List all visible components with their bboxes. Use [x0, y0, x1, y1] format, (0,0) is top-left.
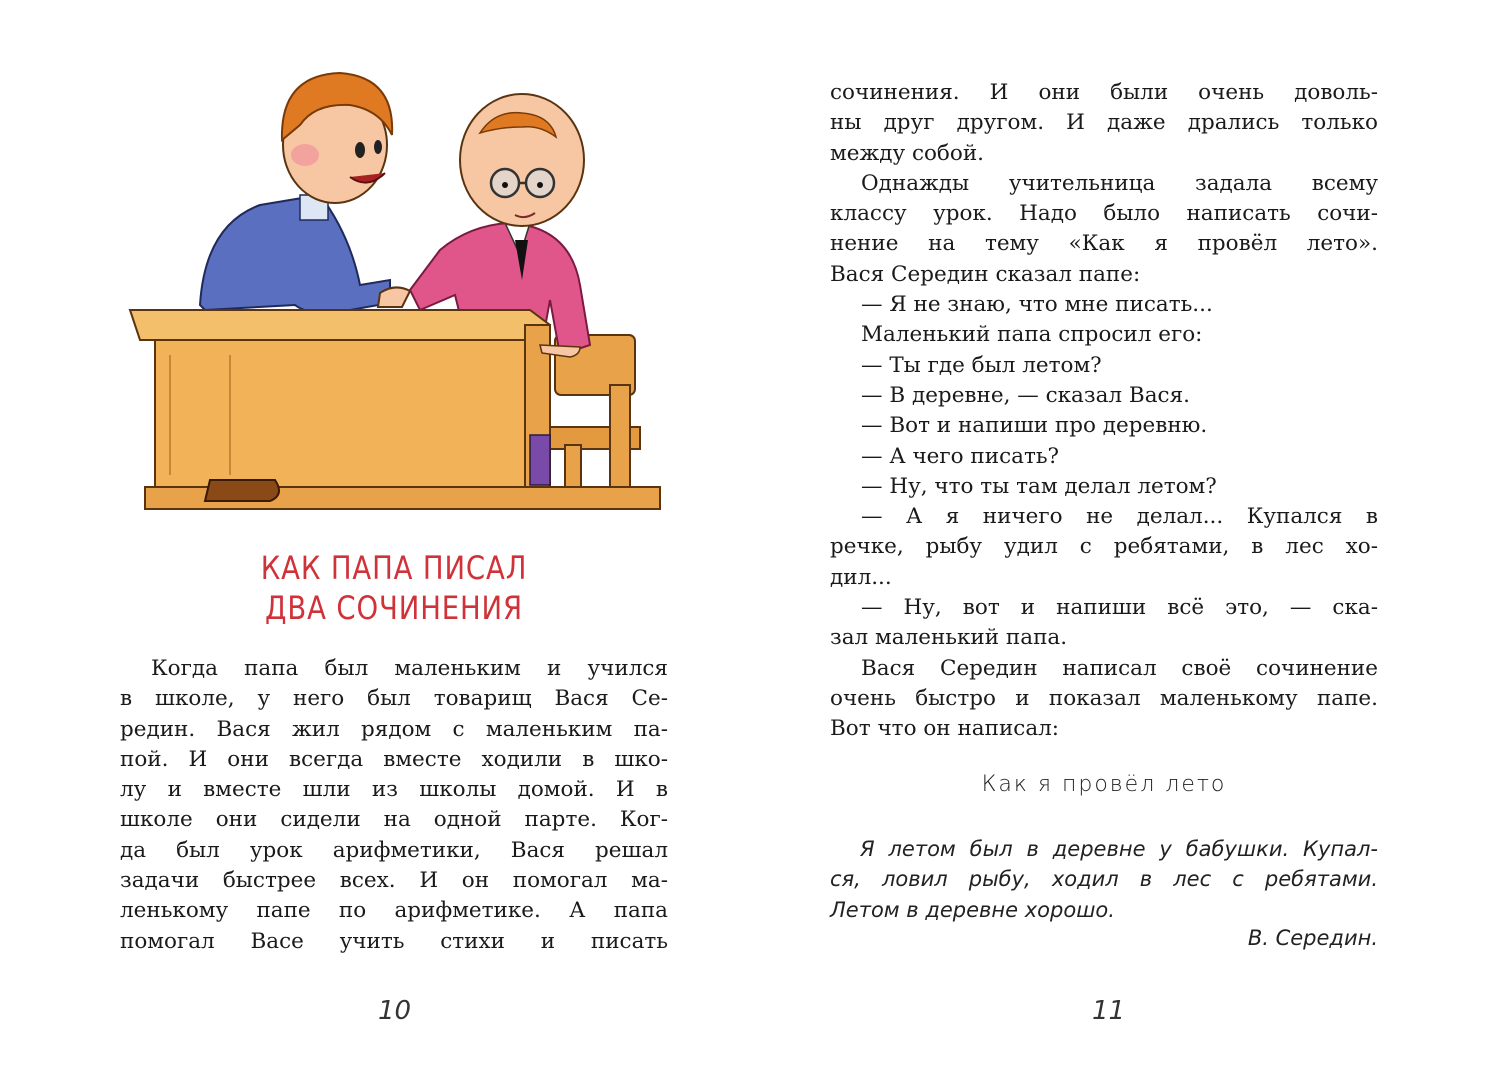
text-line: очень быстро и показал маленькому папе. [830, 685, 1378, 711]
text-line: пой. И они всегда вместе ходили в шко- [120, 746, 668, 772]
text-line: — Ну, что ты там делал летом? [861, 473, 1217, 499]
page-number-right: 11 [1092, 996, 1126, 1026]
text-line: сочинения. И они были очень доволь- [830, 80, 1378, 105]
text-line: зал маленький папа. [830, 625, 1068, 651]
text-line: речке, рыбу удил с ребятами, в лес хо- [830, 534, 1378, 560]
text-line: дил... [830, 564, 892, 590]
text-line: между собой. [830, 140, 984, 166]
text-line: нение на тему «Как я провёл лето». [830, 231, 1378, 257]
text-line: Однажды учительница задала всему [861, 170, 1378, 196]
text-line: ленькому папе по арифметике. А папа [120, 898, 668, 924]
page-number-left: 10 [378, 996, 412, 1026]
text-line: лу и вместе шли из школы домой. И в [120, 777, 668, 803]
boy-left [200, 73, 410, 313]
essay-signature: В. Середин. [1247, 926, 1378, 950]
text-line: — А я ничего не делал... Купался в [861, 504, 1378, 530]
text-line: — А чего писать? [861, 443, 1060, 469]
text-line: — Ну, вот и напиши всё это, — ска- [861, 595, 1378, 621]
text-line: Вася Середин сказал папе: [830, 261, 1141, 287]
left-page-text [120, 654, 668, 957]
text-line: Вот что он написал: [830, 716, 1060, 742]
story-title [158, 548, 629, 628]
essay-title: Как я провёл лето [981, 772, 1227, 797]
essay-body [830, 834, 1378, 925]
text-line: — Я не знаю, что мне писать... [861, 292, 1213, 318]
text-line: — Вот и напиши про деревню. [861, 413, 1208, 439]
text-line: редин. Вася жил рядом с маленьким па- [120, 716, 668, 742]
essay-line: Я летом был в деревне у бабушки. Купал- [860, 837, 1378, 861]
essay-line: ся, ловил рыбу, ходил в лес с ребятами. [830, 867, 1378, 892]
text-line: Когда папа был маленьким и учился [151, 656, 668, 681]
essay-line: Летом в деревне хорошо. [830, 897, 1115, 922]
boys-handshake-illustration [110, 55, 670, 520]
text-line: классу урок. Надо было написать сочи- [830, 201, 1378, 227]
text-line: да был урок арифметики, Вася решал [120, 837, 668, 863]
right-page-text [830, 78, 1378, 745]
text-line: школе они сидели на одной парте. Ког- [120, 807, 668, 833]
text-line: ны друг другом. И даже дрались только [830, 110, 1378, 136]
text-line: Маленький папа спросил его: [861, 322, 1203, 348]
text-line: — В деревне, — сказал Вася. [861, 382, 1190, 408]
title-line: КАК ПАПА ПИСАЛ [260, 549, 528, 587]
title-line: ДВА СОЧИНЕНИЯ [265, 589, 523, 627]
text-line: задачи быстрее всех. И он помогал ма- [120, 868, 668, 894]
text-line: — Ты где был летом? [861, 352, 1102, 378]
text-line: помогал Васе учить стихи и писать [120, 928, 668, 954]
text-line: Вася Середин написал своё сочинение [861, 655, 1378, 681]
text-line: в школе, у него был товарищ Вася Се- [120, 686, 668, 712]
school-bench [550, 335, 640, 505]
